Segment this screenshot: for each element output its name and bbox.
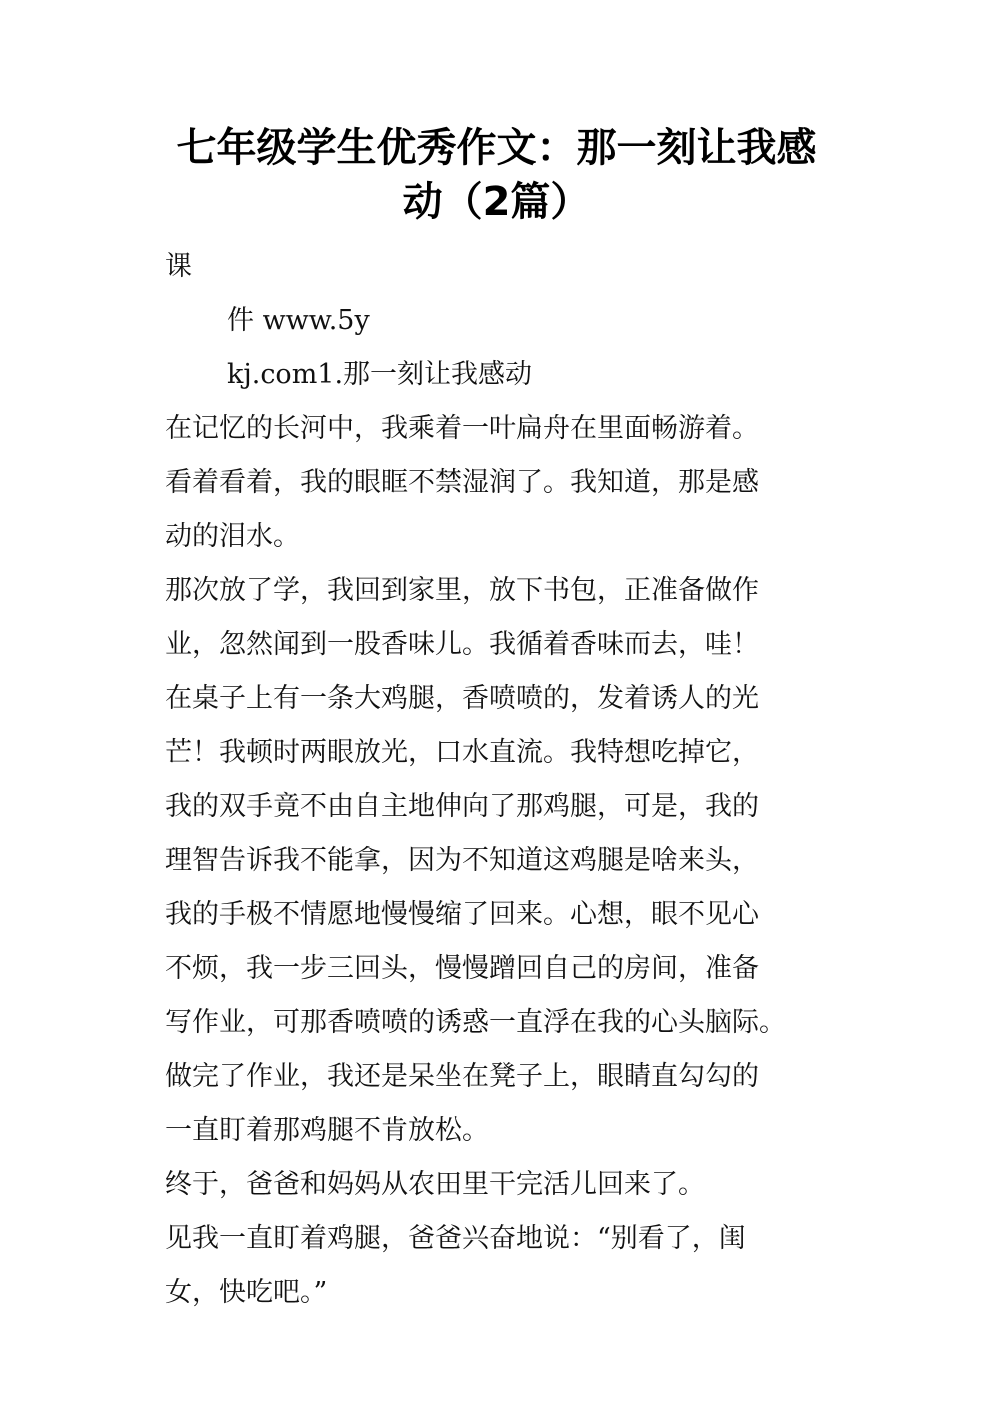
body-line: 终于，爸爸和妈妈从农田里干完活儿回来了。 [165,1169,705,1200]
body-line: 我的手极不情愿地慢慢缩了回来。心想，眼不见心 [165,899,759,930]
body-line: 理智告诉我不能拿，因为不知道这鸡腿是啥来头， [165,845,759,876]
body-line: 那次放了学，我回到家里，放下书包，正准备做作 [165,575,759,606]
document-body [165,240,885,1320]
header-line-3: kj.com1.那一刻让我感动 [227,359,533,390]
body-line: 不烦，我一步三回头，慢慢蹭回自己的房间，准备 [165,953,759,984]
title-line-2: 动（2篇） [402,179,591,225]
title-line-1: 七年级学生优秀作文：那一刻让我感 [176,125,817,171]
document-title [150,120,843,228]
body-line: 我的双手竟不由自主地伸向了那鸡腿，可是，我的 [165,791,759,822]
body-line: 在桌子上有一条大鸡腿，香喷喷的，发着诱人的光 [165,683,759,714]
header-line-1: 课 [165,251,192,282]
body-line: 在记忆的长河中，我乘着一叶扁舟在里面畅游着。 [165,413,759,444]
body-line: 动的泪水。 [165,521,300,552]
body-line: 芒！我顿时两眼放光，口水直流。我特想吃掉它， [165,737,759,768]
body-line: 一直盯着那鸡腿不肯放松。 [165,1115,489,1146]
body-line: 看着看着，我的眼眶不禁湿润了。我知道，那是感 [165,467,759,498]
body-line: 写作业，可那香喷喷的诱惑一直浮在我的心头脑际。 [165,1007,786,1038]
header-line-2: 件 www.5y [227,305,370,336]
body-line: 见我一直盯着鸡腿，爸爸兴奋地说：“别看了，闺 [165,1223,746,1254]
body-line: 做完了作业，我还是呆坐在凳子上，眼睛直勾勾的 [165,1061,759,1092]
body-line: 业，忽然闻到一股香味儿。我循着香味而去，哇！ [165,629,759,660]
body-line: 女，快吃吧。” [165,1277,328,1308]
